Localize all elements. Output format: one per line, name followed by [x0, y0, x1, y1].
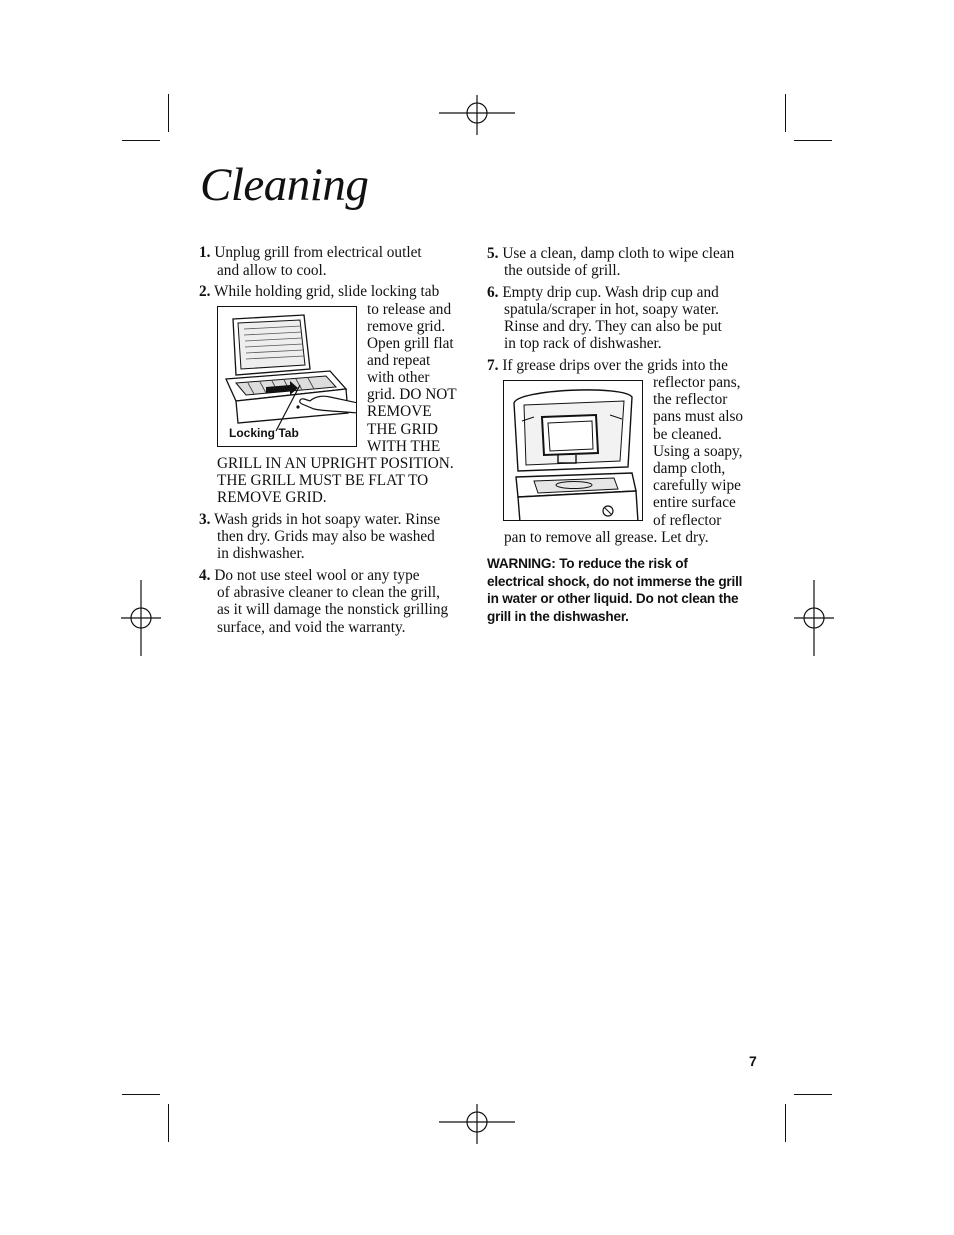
- step-text: remove grid.: [367, 318, 446, 335]
- step-text: to release and: [367, 301, 452, 318]
- step-1: [199, 244, 422, 261]
- step-6: [487, 284, 719, 301]
- step-text: WITH THE: [367, 438, 441, 455]
- step-text: in dishwasher.: [217, 545, 305, 562]
- step-number: 2.: [199, 283, 211, 300]
- warning-line: WARNING: To reduce the risk of: [487, 556, 688, 571]
- step-text: THE GRILL MUST BE FLAT TO: [217, 472, 429, 489]
- step-number: 1.: [199, 244, 211, 261]
- step-text: entire surface: [653, 494, 736, 511]
- step-text: the outside of grill.: [504, 262, 621, 279]
- step-number: 3.: [199, 511, 211, 528]
- step-text: as it will damage the nonstick grilling: [217, 601, 449, 618]
- step-text: Do not use steel wool or any type: [214, 567, 420, 584]
- step-text: of abrasive cleaner to clean the grill,: [217, 584, 440, 601]
- crop-mark: [122, 1094, 160, 1095]
- crop-mark: [785, 1104, 786, 1142]
- step-4: [199, 567, 420, 584]
- step-3: [199, 511, 440, 528]
- step-7: [487, 357, 728, 374]
- step-number: 6.: [487, 284, 499, 301]
- step-text: reflector pans,: [653, 374, 741, 391]
- warning-line: in water or other liquid. Do not clean the: [487, 591, 739, 607]
- registration-mark: [121, 580, 161, 656]
- step-2: [199, 283, 439, 300]
- crop-mark: [122, 140, 160, 141]
- step-text: surface, and void the warranty.: [217, 619, 406, 636]
- step-text: pans must also: [653, 408, 744, 425]
- registration-mark: [439, 1104, 515, 1144]
- step-text: GRILL IN AN UPRIGHT POSITION.: [217, 455, 454, 472]
- step-text: and repeat: [367, 352, 431, 369]
- crop-mark: [794, 1094, 832, 1095]
- step-5: [487, 245, 734, 262]
- crop-mark: [785, 94, 786, 132]
- warning-notice: [487, 555, 742, 625]
- step-text: grid. DO NOT: [367, 386, 457, 403]
- figure-locking-tab: [217, 306, 357, 447]
- step-text: Wash grids in hot soapy water. Rinse: [214, 511, 441, 528]
- step-number: 7.: [487, 357, 499, 374]
- step-text: Rinse and dry. They can also be put: [504, 318, 722, 335]
- step-text: While holding grid, slide locking tab: [214, 283, 440, 300]
- step-text: Open grill flat: [367, 335, 454, 352]
- open-grill-illustration: [504, 381, 643, 521]
- page-title: Cleaning: [200, 159, 369, 211]
- step-text: be cleaned.: [653, 426, 722, 443]
- step-text: THE GRID: [367, 421, 438, 438]
- warning-line: grill in the dishwasher.: [487, 608, 629, 624]
- step-text: Use a clean, damp cloth to wipe clean: [502, 245, 735, 262]
- step-text: carefully wipe: [653, 477, 741, 494]
- step-text: in top rack of dishwasher.: [504, 335, 662, 352]
- step-text: Unplug grill from electrical outlet: [214, 244, 422, 261]
- crop-mark: [168, 94, 169, 132]
- step-text: and allow to cool.: [217, 262, 327, 279]
- step-text: then dry. Grids may also be washed: [217, 528, 435, 545]
- step-text: damp cloth,: [653, 460, 726, 477]
- step-text: of reflector: [653, 512, 722, 529]
- step-text: Empty drip cup. Wash drip cup and: [502, 284, 719, 301]
- step-text: the reflector: [653, 391, 728, 408]
- step-text: REMOVE GRID.: [217, 489, 327, 506]
- figure-reflector-pans: [503, 380, 643, 521]
- step-text: REMOVE: [367, 403, 432, 420]
- page-number: 7: [749, 1053, 757, 1069]
- step-number: 5.: [487, 245, 499, 262]
- crop-mark: [168, 1104, 169, 1142]
- registration-mark: [794, 580, 834, 656]
- crop-mark: [794, 140, 832, 141]
- step-text: If grease drips over the grids into the: [502, 357, 728, 374]
- step-text: pan to remove all grease. Let dry.: [504, 529, 709, 546]
- registration-mark: [439, 95, 515, 135]
- step-text: with other: [367, 369, 430, 386]
- step-text: Using a soapy,: [653, 443, 743, 460]
- figure-caption: Locking Tab: [229, 426, 299, 440]
- warning-line: electrical shock, do not immerse the grill: [487, 573, 743, 589]
- step-text: spatula/scraper in hot, soapy water.: [504, 301, 719, 318]
- step-number: 4.: [199, 567, 211, 584]
